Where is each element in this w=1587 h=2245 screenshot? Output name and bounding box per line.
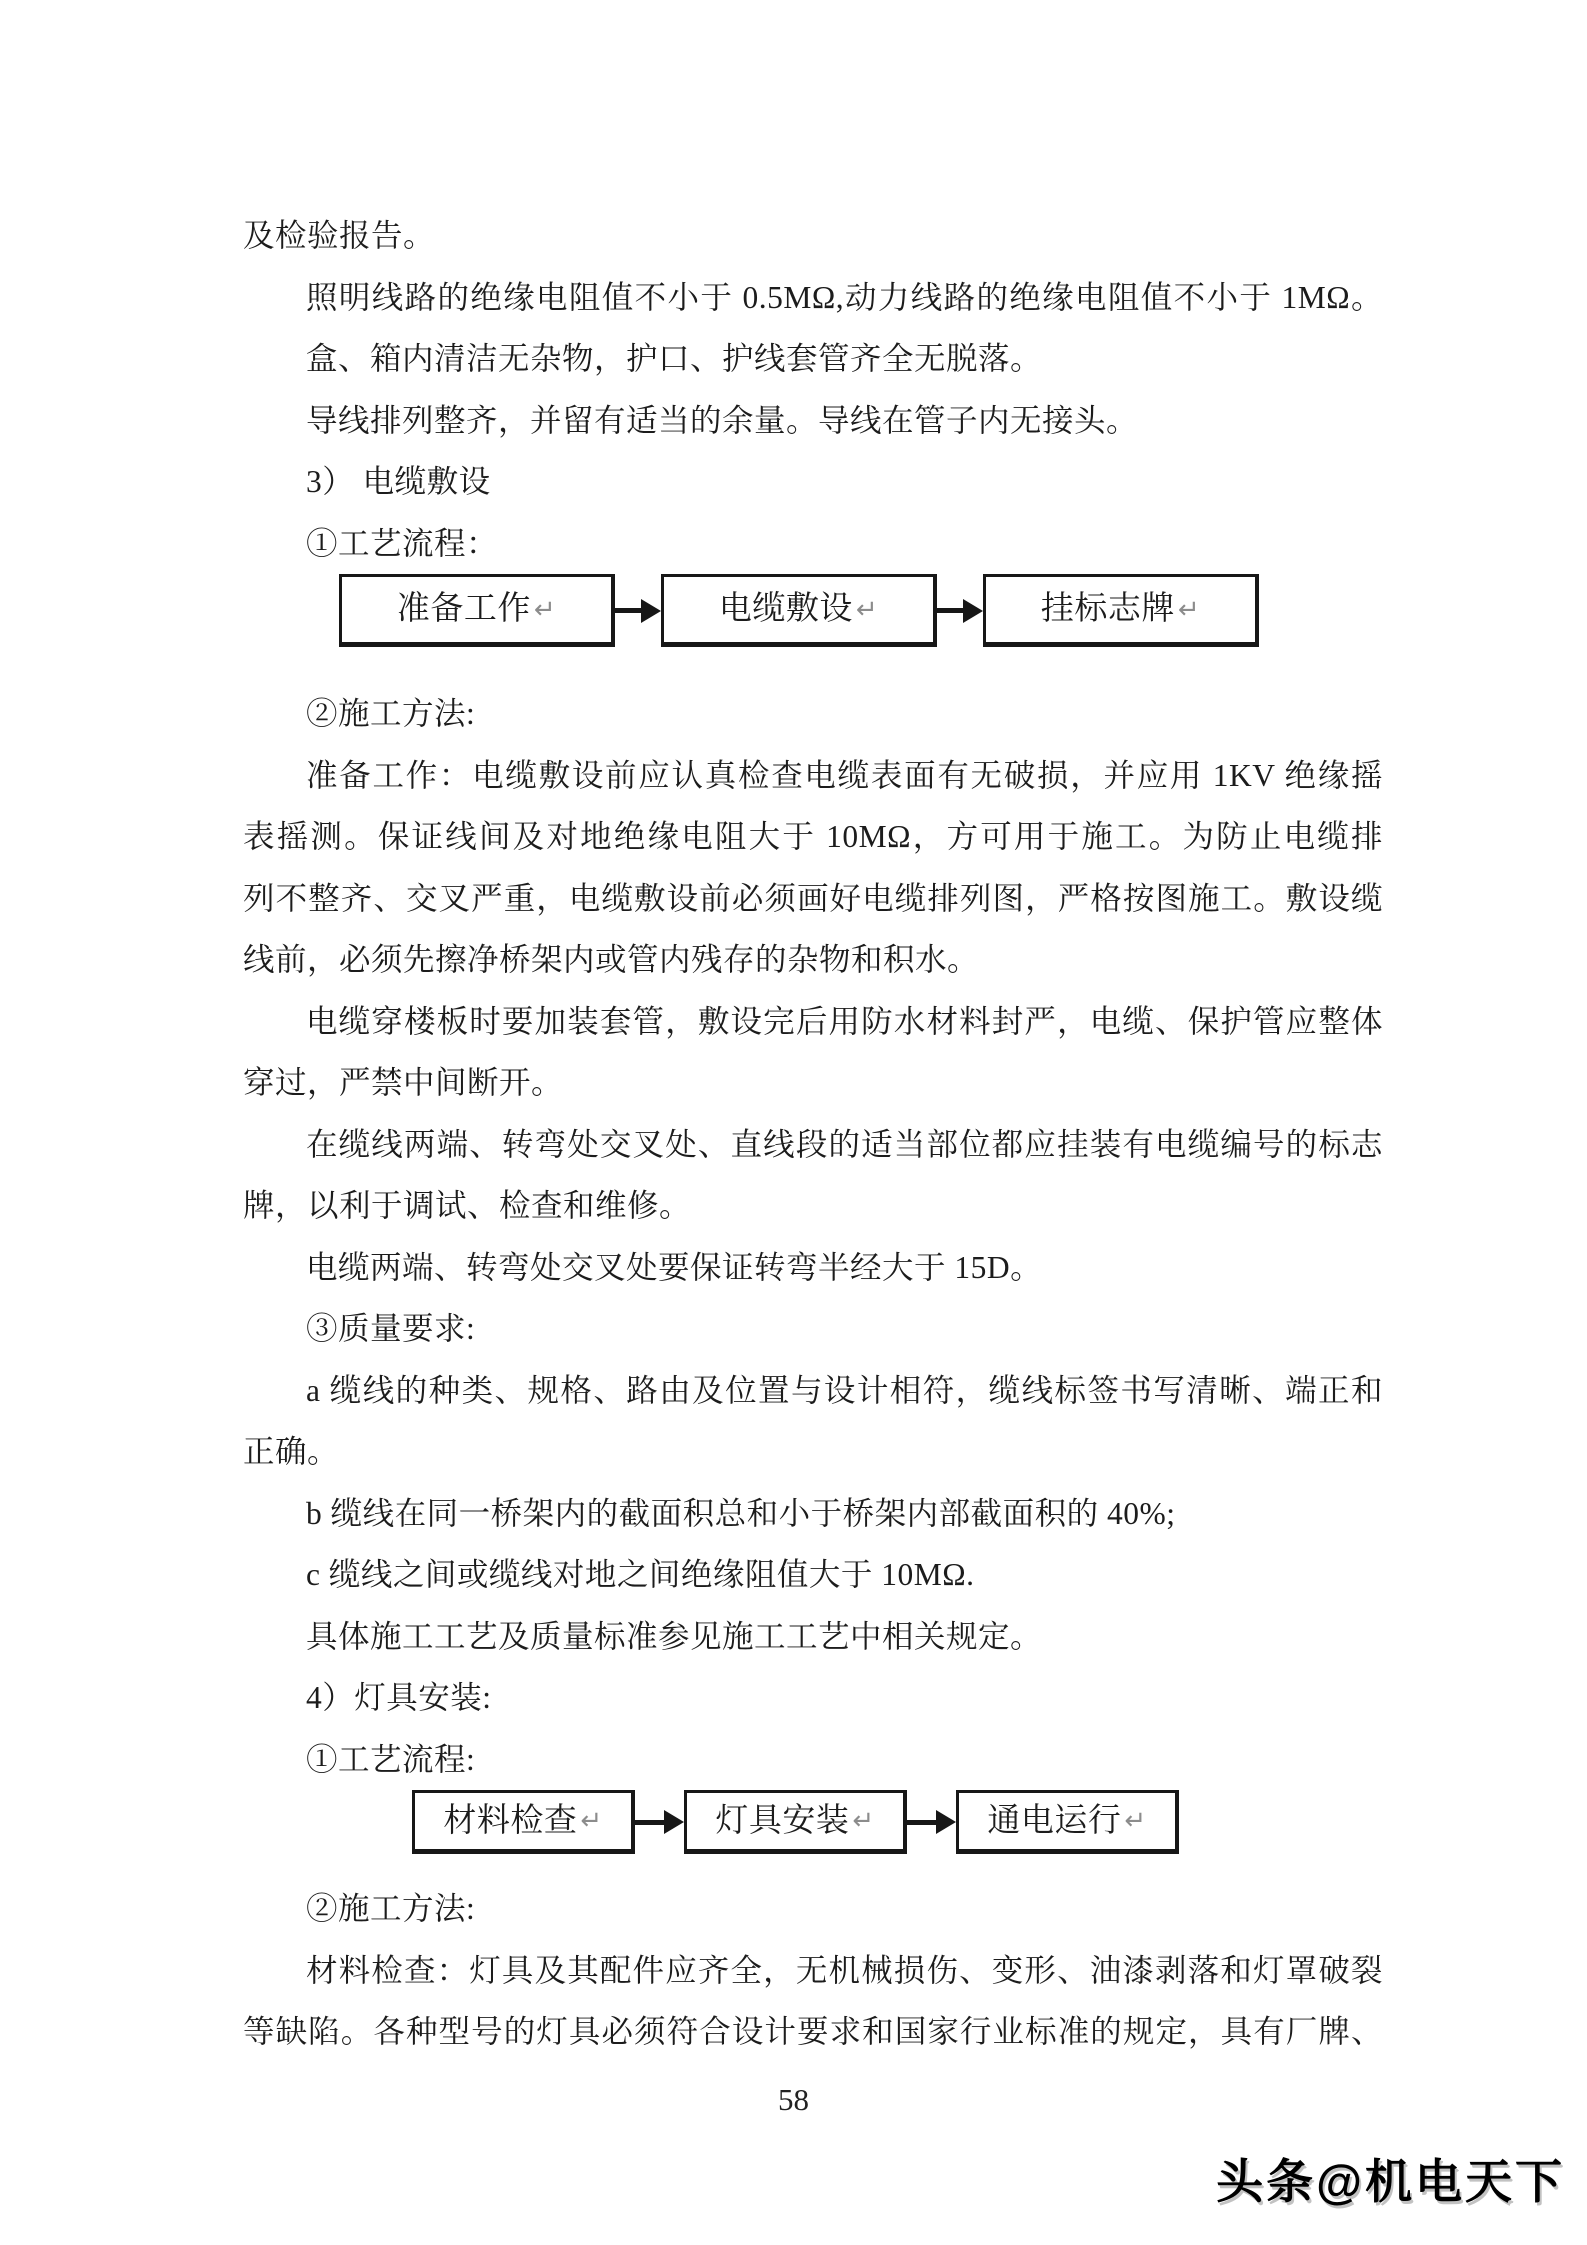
page-number: 58 [778,2082,809,2117]
heading-construction-method: ②施工方法: [306,696,476,731]
flow-arrow-icon [937,599,983,623]
paragraph-line: 牌，以利于调试、检查和维修。 [243,1188,692,1223]
paragraph-line: 具体施工工艺及质量标准参见施工工艺中相关规定。 [306,1618,1043,1654]
paragraph-line: 等缺陷。各种型号的灯具必须符合设计要求和国家行业标准的规定，具有厂牌、 [243,2014,1383,2049]
flow-arrow-icon [907,1810,956,1834]
flow-step-label: 材料检查 [443,1802,578,1839]
text-content [243,205,1383,2063]
paragraph-line: 在缆线两端、转弯处交叉处、直线段的适当部位都应挂装有电缆编号的标志 [306,1126,1383,1162]
paragraph-return-icon: ↵ [852,1806,875,1836]
paragraph-return-icon: ↵ [855,594,879,625]
heading-quality-requirements: ③质量要求: [306,1311,476,1346]
paragraph-line: b 缆线在同一桥架内的截面积总和小于桥架内部截面积的 40%; [306,1495,1176,1531]
paragraph-line: 电缆穿楼板时要加装套管，敷设完后用防水材料封严，电缆、保护管应整体 [306,1003,1383,1039]
watermark: 头条@机电天下 [1216,2155,1565,2208]
paragraph-line: 盒、箱内清洁无杂物，护口、护线套管齐全无脱落。 [306,341,1043,376]
flow-step-label: 灯具安装 [715,1802,850,1839]
paragraph-line: 及检验报告。 [243,218,436,253]
flow-arrow-icon [635,1810,684,1834]
flowchart-cable-laying [243,574,1383,647]
heading-process-flow: ①工艺流程： [306,525,499,561]
paragraph-line: a 缆线的种类、规格、路由及位置与设计相符，缆线标签书写清晰、端正和 [306,1372,1383,1408]
flowchart-lighting-install [243,1790,1383,1854]
heading-construction-method: ②施工方法: [306,1891,476,1926]
paragraph-line: 正确。 [243,1434,340,1469]
flow-step-label: 通电运行 [987,1802,1122,1839]
paragraph-return-icon: ↵ [1124,1806,1147,1836]
flow-step-label: 准备工作 [396,591,531,627]
paragraph-line: 准备工作：电缆敷设前应认真检查电缆表面有无破损，并应用 1KV 绝缘摇 [306,757,1383,793]
flow-step-box [412,1790,635,1854]
paragraph-line: 照明线路的绝缘电阻值不小于 0.5MΩ,动力线路的绝缘电阻值不小于 1MΩ。 [306,279,1383,315]
paragraph-line: 列不整齐、交叉严重，电缆敷设前必须画好电缆排列图，严格按图施工。敷设缆 [243,880,1383,916]
heading-process-flow: ①工艺流程: [306,1741,476,1777]
paragraph-line: 电缆两端、转弯处交叉处要保证转弯半经大于 15D。 [306,1249,1043,1285]
paragraph-return-icon: ↵ [1177,594,1201,625]
flow-step-box [684,1790,907,1854]
paragraph-return-icon: ↵ [533,594,557,625]
flow-step-label: 挂标志牌 [1040,591,1175,627]
paragraph-line: 穿过，严禁中间断开。 [243,1065,564,1100]
paragraph-line: 线前，必须先擦净桥架内或管内残存的杂物和积水。 [243,942,980,977]
heading-cable-laying: 3） 电缆敷设 [306,464,491,499]
flow-step-box [339,574,615,647]
heading-lighting-install: 4）灯具安装: [306,1680,492,1715]
flow-step-box [983,574,1259,647]
flow-step-box [661,574,937,647]
paragraph-line: 材料检查：灯具及其配件应齐全，无机械损伤、变形、油漆剥落和灯罩破裂 [306,1952,1383,1988]
paragraph-line: c 缆线之间或缆线对地之间绝缘阻值大于 10MΩ. [306,1557,975,1592]
flow-arrow-icon [615,599,661,623]
flow-step-box [956,1790,1179,1854]
flow-step-label: 电缆敷设 [718,591,853,627]
paragraph-return-icon: ↵ [580,1806,603,1836]
paragraph-line: 导线排列整齐，并留有适当的余量。导线在管子内无接头。 [306,402,1139,438]
paragraph-line: 表摇测。保证线间及对地绝缘电阻大于 10MΩ，方可用于施工。为防止电缆排 [243,819,1383,854]
